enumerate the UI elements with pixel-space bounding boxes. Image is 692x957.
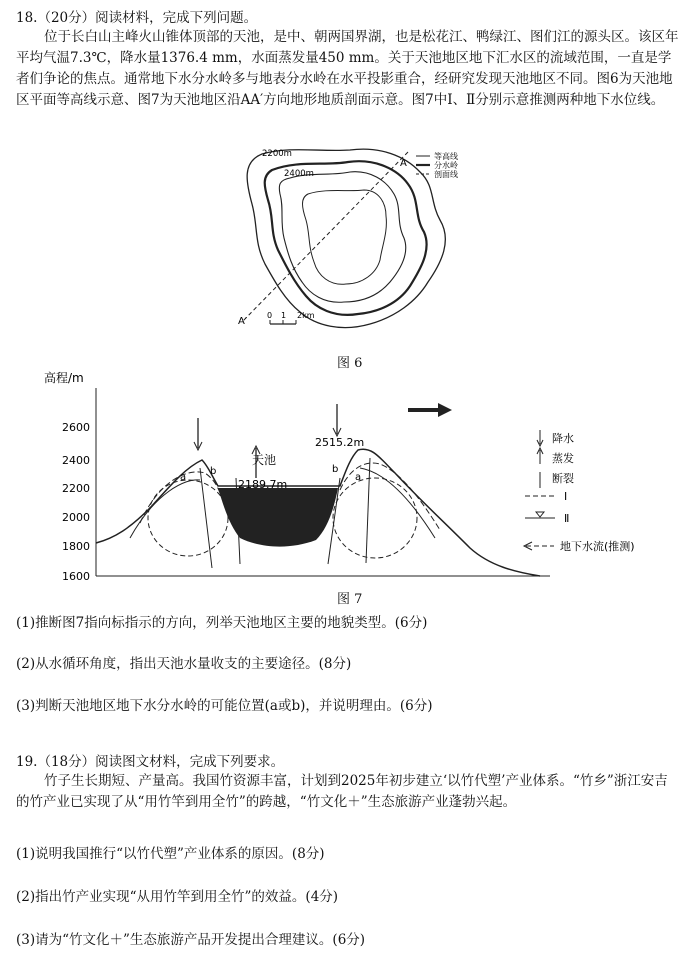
point-b-right: b — [332, 464, 339, 475]
contour-2200m — [247, 149, 445, 327]
ytick-1600: 1600 — [62, 570, 90, 583]
legend-contour: 等高线 — [434, 152, 458, 161]
legend-watershed: 分水岭 — [434, 161, 458, 170]
point-a-right: a — [355, 472, 362, 483]
legend-evaporation: 蒸发 — [552, 452, 574, 465]
q19-sub2: (2)指出竹产业实现“从用竹竿到用全竹”的效益。(4分) — [16, 889, 339, 905]
scale-1: 1 — [281, 311, 287, 320]
q19-material: 竹子生长期短、产量高。我国竹资源丰富，计划到2025年初步建立‘以竹代塑’产业体系。“竹乡”浙江安吉的竹产业已实现了从“用竹竿到用全竹”的跨越，“竹文化＋”生态旅游产业蓬勃兴起。 — [16, 773, 668, 810]
q18-sub2: (2)从水循环角度，指出天池水量收支的主要途径。(8分) — [16, 656, 352, 672]
ytick-2000: 2000 — [62, 511, 90, 524]
label-A-prime: A′ — [238, 316, 248, 327]
q19-sub3: (3)请为“竹文化＋”生态旅游产品开发提出合理建议。(6分) — [16, 932, 366, 948]
legend-flow: 地下水流(推测) — [560, 540, 635, 553]
groundwater-flow-left — [148, 480, 228, 556]
figure-7-profile — [40, 368, 660, 588]
contour-2400m — [279, 172, 406, 303]
fault-4 — [366, 458, 370, 563]
ytick-2400: 2400 — [62, 454, 90, 467]
section-line — [242, 152, 408, 322]
point-b: b — [210, 466, 217, 477]
q19-sub1: (1)说明我国推行“以竹代塑”产业体系的原因。(8分) — [16, 846, 325, 862]
legend-section: 剖面线 — [434, 170, 458, 179]
y-axis-label: 高程/m — [44, 371, 84, 385]
q19-header: 19.（18分）阅读图文材料，完成下列要求。 — [16, 754, 285, 770]
label-2200m: 2200m — [262, 149, 292, 159]
label-A: A — [400, 158, 407, 169]
figure-7-caption: 图 7 — [337, 592, 363, 607]
lake-label: 天池 — [252, 453, 277, 467]
figure-6-contour-map — [230, 142, 500, 337]
ytick-1800: 1800 — [62, 540, 90, 553]
legend-precipitation: 降水 — [552, 432, 574, 445]
q18-sub3: (3)判断天池地区地下水分水岭的可能位置(a或b)，并说明理由。(6分) — [16, 698, 433, 714]
ytick-2600: 2600 — [62, 421, 90, 434]
lake-body — [218, 488, 338, 547]
q18-sub1: (1)推断图7指向标指示的方向，列举天池地区主要的地貌类型。(6分) — [16, 615, 428, 631]
watershed-line — [265, 161, 427, 315]
scale-0: 0 — [267, 311, 273, 320]
lake-outline — [303, 190, 387, 284]
q18-header: 18.（20分）阅读材料，完成下列问题。 — [16, 10, 258, 26]
q18-material: 位于长白山主峰火山锥体顶部的天池，是中、朝两国界湖，也是松花江、鸭绿江、图们江的源头区。该区年平均气温7.3℃，降水量1376.4 mm，水面蒸发量450 mm。关于天池地区地下汇水区的流域范围，一直是学者们争论的焦点。通常地下水分水岭多与地表分水岭在水平投影重合，经研究发现天池地区不同。图6为天池地区平面等高线示意、图7为天池地区沿AA′方向地形地质剖面示意。图7中Ⅰ、Ⅱ分别示意推测两种地下水位线。 — [16, 29, 679, 108]
legend-fault: 断裂 — [552, 472, 574, 485]
groundwater-flow-right — [333, 478, 417, 558]
lake-level-label: 2189.7m — [238, 478, 288, 491]
figure-6-caption: 图 6 — [337, 356, 363, 371]
ytick-2200: 2200 — [62, 482, 90, 495]
scale-2km: 2km — [297, 311, 315, 320]
fault-1 — [200, 468, 212, 568]
legend-water-table-I: Ⅰ — [564, 490, 568, 503]
point-a: a — [180, 472, 187, 483]
label-2400m: 2400m — [284, 169, 314, 179]
peak-label: 2515.2m — [315, 436, 365, 449]
legend-water-table-II: Ⅱ — [564, 512, 570, 525]
direction-pointer-arrow — [408, 403, 452, 417]
